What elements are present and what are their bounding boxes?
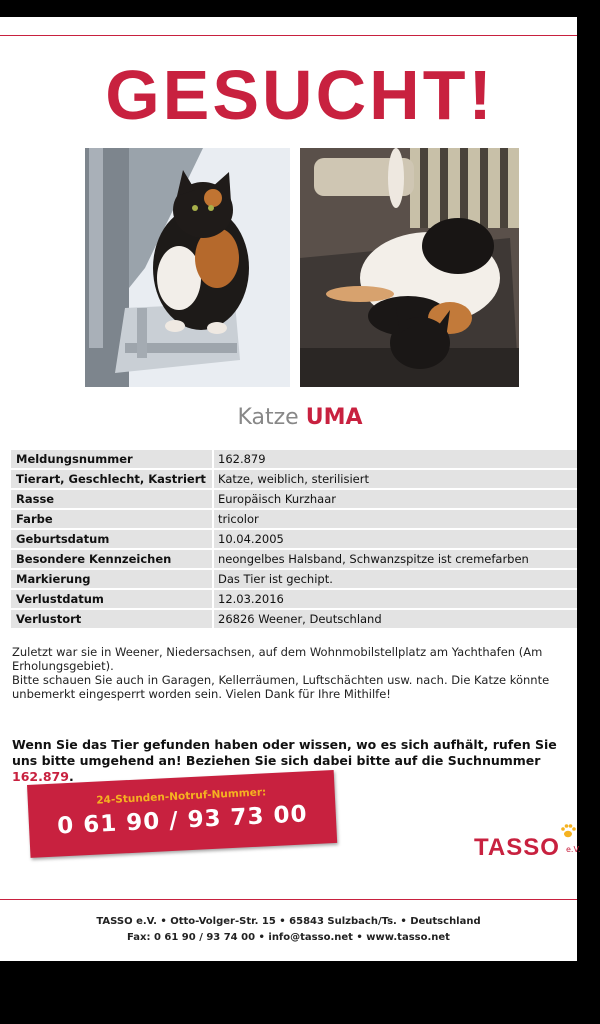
details-row <box>11 550 577 568</box>
footer <box>0 914 577 946</box>
logo-text: TASSO <box>474 834 560 861</box>
cat-title <box>0 403 600 433</box>
bottom-divider <box>0 899 577 900</box>
detail-value: neongelbes Halsband, Schwanzspitze ist cremefarben <box>214 550 577 568</box>
hotline-label: 24-Stunden-Notruf-Nummer: <box>96 786 267 807</box>
detail-label: Geburtsdatum <box>11 530 214 548</box>
detail-value: Das Tier ist gechipt. <box>214 570 577 588</box>
detail-value: 10.04.2005 <box>214 530 577 548</box>
poster <box>0 17 581 961</box>
detail-value: tricolor <box>214 510 577 528</box>
description <box>12 645 552 701</box>
detail-label: Markierung <box>11 570 214 588</box>
paw-icon <box>560 823 576 839</box>
details-table <box>11 448 577 630</box>
photo-cat-lying <box>300 148 519 387</box>
call-end: . <box>68 769 74 784</box>
footer-contact: Fax: 0 61 90 / 93 74 00 • info@tasso.net • www.tasso.net <box>127 932 450 943</box>
top-divider <box>0 35 577 36</box>
details-row <box>11 590 577 608</box>
logo-suffix: e.V. <box>566 845 581 854</box>
detail-label: Rasse <box>11 490 214 508</box>
detail-label: Verlustort <box>11 610 214 628</box>
detail-label: Meldungsnummer <box>11 450 214 468</box>
headline: GESUCHT! <box>105 56 495 134</box>
detail-value: 162.879 <box>214 450 577 468</box>
call-text: Wenn Sie das Tier gefunden haben oder wissen, wo es sich aufhält, rufen Sie uns bitte umgehend an! Beziehen Sie sich dabei bitte auf die Suchnummer <box>12 737 557 768</box>
footer-address: TASSO e.V. • Otto-Volger-Str. 15 • 65843 Sulzbach/Ts. • Deutschland <box>96 916 481 927</box>
details-row <box>11 530 577 548</box>
detail-label: Farbe <box>11 510 214 528</box>
tasso-logo <box>474 823 584 863</box>
detail-label: Tierart, Geschlecht, Kastriert <box>11 470 214 488</box>
detail-value: Europäisch Kurzhaar <box>214 490 577 508</box>
details-row <box>11 570 577 588</box>
detail-label: Verlustdatum <box>11 590 214 608</box>
details-row <box>11 450 577 468</box>
detail-value: Katze, weiblich, sterilisiert <box>214 470 577 488</box>
details-row <box>11 490 577 508</box>
details-row <box>11 610 577 628</box>
detail-label: Besondere Kennzeichen <box>11 550 214 568</box>
details-row <box>11 510 577 528</box>
species-label: Katze <box>237 405 299 430</box>
description-line-1: Zuletzt war sie in Weener, Niedersachsen, auf dem Wohnmobilstellplatz am Yachthafen (Am Erholungsgebiet). <box>12 645 543 673</box>
details-row <box>11 470 577 488</box>
photo-cat-in-snow <box>85 148 290 387</box>
hotline-phone[interactable]: 0 61 90 / 93 73 00 <box>56 801 309 840</box>
description-line-2: Bitte schauen Sie auch in Garagen, Kellerräumen, Luftschächten usw. nach. Die Katze könnte unbemerkt eingesperrt worden sein. Vielen Dank für Ihre Mithilfe! <box>12 673 550 701</box>
detail-value: 12.03.2016 <box>214 590 577 608</box>
detail-value: 26826 Weener, Deutschland <box>214 610 577 628</box>
search-number: 162.879 <box>12 769 69 784</box>
cat-name: UMA <box>305 405 363 430</box>
hotline-badge <box>27 770 337 858</box>
